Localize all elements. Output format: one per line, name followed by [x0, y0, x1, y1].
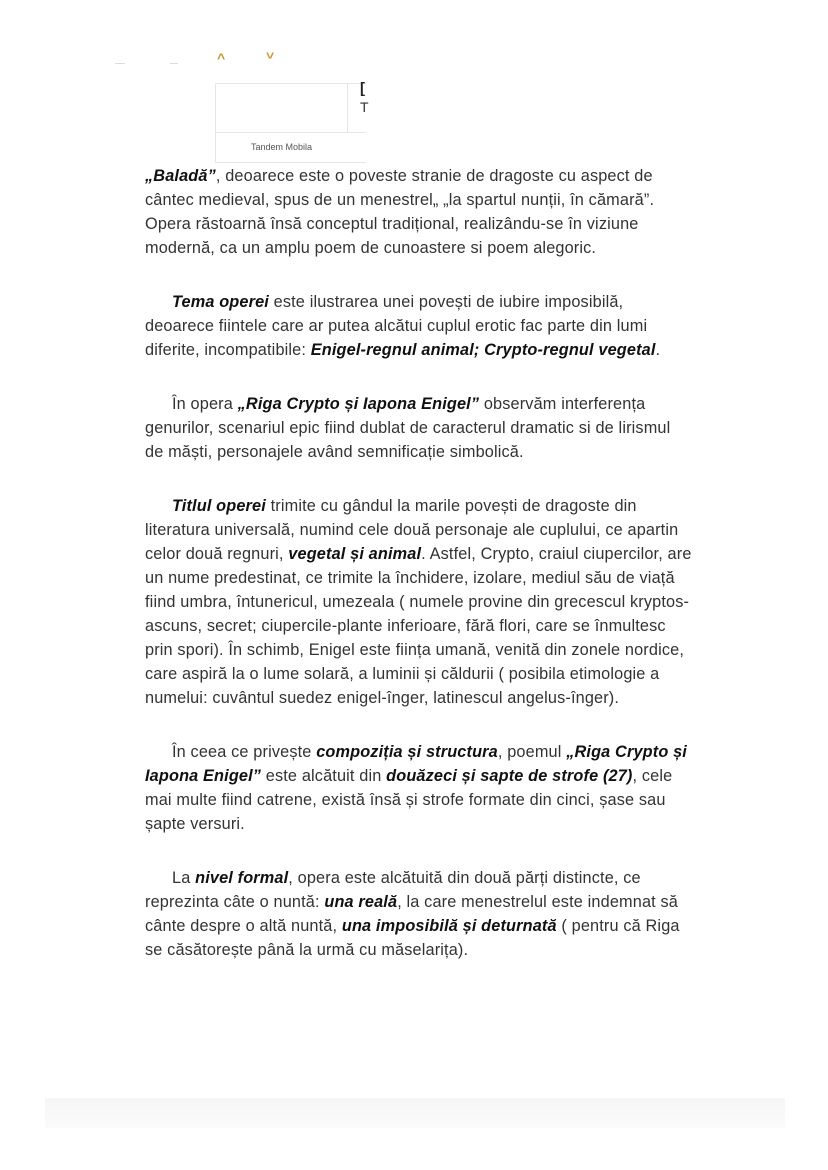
paragraph-text: , cele mai multe fiind catrene, există însă și strofe formate din cinci, șase sau șapte versuri.: [145, 767, 673, 833]
emphasized-text: „Riga Crypto și Iapona Enigel”: [145, 743, 687, 785]
emphasized-text: Enigel-regnul animal; Crypto-regnul vegetal: [310, 341, 656, 359]
ad-image: [216, 84, 348, 133]
emphasized-text: una imposibilă și deturnată: [341, 917, 557, 935]
paragraph-text: observăm interferența genurilor, scenariul epic fiind dublat de caracterul dramatic si de lirismul de măști, personajele având semnificație simbolică.: [145, 395, 671, 461]
emphasized-text: „Riga Crypto și Iapona Enigel”: [237, 395, 480, 413]
emphasized-text: vegetal și animal: [288, 545, 422, 563]
emphasized-text: una reală: [324, 893, 398, 911]
article-paragraph: [145, 494, 693, 710]
paragraph-text: . Astfel, Crypto, craiul ciupercilor, are un nume predestinat, ce trimite la închidere, izolare, mediul său de viață fiind umbra, întunericul, umezeala ( numele provine din grecescul kryptos-ascuns, secret; ciupercile-plante inferioare, fără flori, care se înmultesc prin spori). În schimb, Enigel este ființa umană, venită din zonele nordice, care aspiră la o lume solară, a luminii și căldurii ( posibila etimologie a numelui: cuvântul suedez enigel-înger, latinescul angelus-înger).: [145, 545, 692, 707]
advertisement-card[interactable]: [215, 80, 369, 163]
divider: [170, 63, 178, 64]
emphasized-text: „Baladă”: [145, 167, 216, 185]
paragraph-text: În opera: [172, 395, 238, 413]
paragraph-text: , opera este alcătuită din două părți distincte, ce reprezinta câte o nuntă:: [145, 869, 641, 911]
article-paragraph: [145, 164, 693, 260]
emphasized-text: Tema operei: [172, 293, 269, 311]
divider: [115, 63, 125, 64]
emphasized-text: nivel formal: [195, 869, 289, 887]
page-footer-band: [45, 1098, 785, 1128]
article-paragraph: [145, 392, 693, 464]
paragraph-text: ( pentru că Riga se căsătorește până la urmă cu măselarița).: [145, 917, 680, 959]
article-body: [145, 164, 693, 992]
paragraph-text: .: [655, 341, 661, 359]
article-paragraph: [145, 290, 693, 362]
article-paragraph: [145, 866, 693, 962]
emphasized-text: douăzeci și sapte de strofe (27): [386, 767, 633, 785]
paragraph-text: În ceea ce privește: [172, 743, 317, 761]
emphasized-text: Titlul operei: [172, 497, 266, 515]
ad-subtitle: T: [360, 99, 369, 115]
paragraph-text: , la care menestrelul este indemnat să cânte despre o altă nuntă,: [145, 893, 678, 935]
chevron-down-icon[interactable]: ^: [266, 46, 275, 62]
ad-advertiser: Tandem Mobila: [250, 142, 313, 152]
paragraph-text: este ilustrarea unei povești de iubire imposibilă, deoarece fiintele care ar putea alcătui cuplul erotic fac parte din lumi diferite, incompatibile:: [145, 293, 648, 359]
emphasized-text: compoziția și structura: [316, 743, 498, 761]
chevron-up-icon[interactable]: ^: [217, 50, 226, 66]
paragraph-text: , deoarece este o poveste stranie de dragoste cu aspect de cântec medieval, spus de un menestrel„ „la spartul nunții, în cămară”. Opera răstoarnă însă conceptul tradițional, realizându-se în viziune modernă, ca un amplu poem de cunoastere si poem alegoric.: [145, 167, 655, 257]
paragraph-text: este alcătuit din: [261, 767, 387, 785]
ad-title: [: [360, 80, 365, 97]
paragraph-text: , poemul: [497, 743, 567, 761]
article-paragraph: [145, 740, 693, 836]
paragraph-text: trimite cu gândul la marile povești de dragoste din literatura universală, numind cele două personaje ale cuplului, ce apartin celor două regnuri,: [145, 497, 679, 563]
paragraph-text: La: [172, 869, 196, 887]
